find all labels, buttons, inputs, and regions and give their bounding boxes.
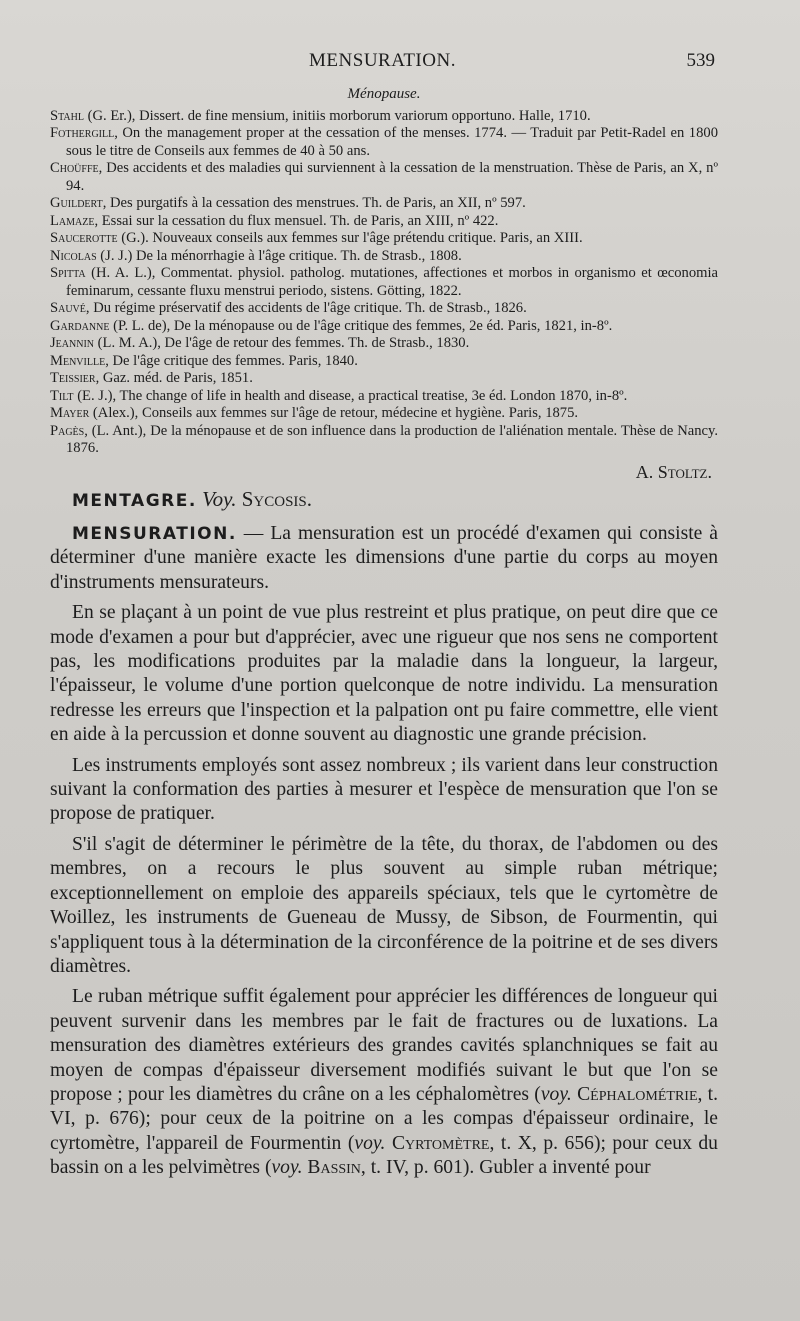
reference-entry xyxy=(50,108,718,126)
reference-entry xyxy=(50,160,718,195)
bibliography xyxy=(50,86,718,481)
reference-text: (L. M. A.), De l'âge de retour des femmes. Th. de Strasb., 1830. xyxy=(94,335,470,351)
paragraph-5 xyxy=(50,985,718,1180)
article-headword: MENSURATION. xyxy=(72,524,237,544)
reference-entry xyxy=(50,405,718,423)
reference-author: Spitta xyxy=(50,265,86,281)
voy-label: voy. xyxy=(271,1157,303,1179)
paragraph-1-text: — La mensuration est un procédé d'examen qui consiste à déterminer d'une manière exacte les dimensions d'une partie du corps au moyen d'instruments mensurateurs. xyxy=(50,523,718,593)
reference-text: (G.). Nouveaux conseils aux femmes sur l'âge prétendu critique. Paris, an XIII. xyxy=(117,230,583,246)
reference-entry xyxy=(50,213,718,231)
reference-author: Guildert xyxy=(50,195,103,211)
article-body xyxy=(50,522,718,1187)
paragraph-3: Les instruments employés sont assez nombreux ; ils varient dans leur construction suivant la conformation des parties à mesurer et l'espèce de mensuration que l'on se propose de pratiquer. xyxy=(50,754,718,825)
reference-author: Stahl xyxy=(50,107,84,124)
reference-author: Saucerotte xyxy=(50,230,118,246)
cross-reference-link[interactable]: Sycosis. xyxy=(241,487,313,511)
reference-author: Gardanne xyxy=(50,317,110,334)
reference-entry xyxy=(50,125,718,160)
reference-entry xyxy=(50,230,718,248)
reference-text: , Essai sur la cessation du flux mensuel. Th. de Paris, an XIII, nº 422. xyxy=(94,212,499,229)
cross-reference-link[interactable]: Cyrtomètre xyxy=(391,1132,490,1154)
reference-author: Choüffe xyxy=(50,160,99,176)
reference-list xyxy=(50,108,718,458)
paragraph-5-text: Le ruban métrique suffit également pour apprécier les différences de longueur qui peuvent survenir dans les membres par le fait de fractures ou de luxations. La mensuration des diamètres extérieurs des grandes cavités splanchniques se fait au moyen de compas d'épaisseur diversement modifiés suivant le but que l'on se propose ; pour les diamètres du crâne on a les céphalomètres ( xyxy=(50,986,718,1105)
reference-entry xyxy=(50,423,718,458)
reference-text: , (L. Ant.), De la ménopause et de son influence dans la production de l'aliénation mentale. Thèse de Nancy. 1876. xyxy=(66,422,718,456)
reference-location: , t. X, p. 656); pour ceux du bassin on a les pelvimètres ( xyxy=(50,1132,718,1179)
reference-text: , On the management proper at the cessation of the menses. 1774. — Traduit par Petit-Radel en 1800 sous le titre de Conseils aux femmes de 40 à 50 ans. xyxy=(66,125,718,159)
page-header xyxy=(50,50,715,76)
cross-reference-link[interactable]: Céphalométrie xyxy=(577,1083,698,1105)
cross-reference-link[interactable]: Bassin xyxy=(307,1157,361,1179)
reference-author: Lamaze xyxy=(50,212,95,229)
reference-entry xyxy=(50,265,718,300)
reference-author: Fothergill xyxy=(50,125,115,141)
reference-text: (E. J.), The change of life in health and disease, a practical treatise, 3e éd. London 1870, in-8º. xyxy=(73,387,628,404)
reference-text: (J. J.) De la ménorrhagie à l'âge critique. Th. de Strasb., 1808. xyxy=(96,247,462,264)
reference-text: , Des accidents et des maladies qui surviennent à la cessation de la menstruation. Thèse de Paris, an X, nº 94. xyxy=(66,160,718,194)
reference-author: Nicolas xyxy=(50,247,97,264)
paragraph-4: S'il s'agit de déterminer le périmètre de la tête, du thorax, de l'abdomen ou des membres, on a recours le plus souvent au simple ruban métrique; exceptionnellement on emploie des appareils spéciaux, tels que le cyrtomètre de Woillez, les instruments de Gueneau de Mussy, de Sibson, de Fourmentin, qui s'appliquent tous à la détermination de la circonférence de la poitrine et de ses divers diamètres. xyxy=(50,833,718,977)
reference-author: Pagès xyxy=(50,422,85,439)
reference-entry xyxy=(50,335,718,353)
reference-text: (P. L. de), De la ménopause ou de l'âge critique des femmes, 2e éd. Paris, 1821, in-8º. xyxy=(109,317,613,334)
reference-entry xyxy=(50,370,718,388)
bibliography-heading: Ménopause. xyxy=(347,86,421,102)
mentagre-headword: MENTAGRE. xyxy=(72,491,197,511)
reference-location: , t. VI, p. 676); pour ceux de la poitrine on a les compas d'épaisseur ordinaire, le cyrtomètre, l'appareil de Fourmentin ( xyxy=(50,1083,719,1154)
reference-location: , t. IV, p. 601). Gubler a inventé pour xyxy=(360,1157,651,1179)
reference-text: (Alex.), Conseils aux femmes sur l'âge de retour, médecine et hygiène. Paris, 1875. xyxy=(89,405,579,421)
reference-author: Teissier xyxy=(50,370,96,386)
reference-author: Sauvé xyxy=(50,300,86,316)
voy-label: Voy. xyxy=(202,487,237,511)
reference-text: , Du régime préservatif des accidents de l'âge critique. Th. de Strasb., 1826. xyxy=(85,300,527,316)
reference-text: (G. Er.), Dissert. de fine mensium, initiis morborum variorum opportuno. Halle, 1710. xyxy=(83,107,591,124)
paragraph-2: En se plaçant à un point de vue plus restreint et plus pratique, on peut dire que ce mode d'examen a pour but d'apprécier, avec une rigueur que nos sens ne comportent pas, les modifications produites par la maladie dans la longueur, la largeur, l'épaisseur, le volume d'une portion quelconque de notre individu. La mensuration redresse les erreurs que l'inspection et la palpation ont pu faire commettre, elle vient en aide à la percussion et donne souvent au diagnostic une grande précision. xyxy=(50,602,718,746)
reference-author: Mayer xyxy=(50,405,90,421)
reference-entry xyxy=(50,195,718,213)
signature-initial: A. xyxy=(635,461,658,482)
reference-author: Menville xyxy=(50,352,106,369)
reference-entry xyxy=(50,388,718,406)
page-number: 539 xyxy=(686,50,715,71)
voy-label: voy. xyxy=(354,1132,386,1154)
voy-label: voy. xyxy=(540,1083,572,1105)
author-signature xyxy=(50,461,712,482)
reference-entry xyxy=(50,318,718,336)
reference-author: Tilt xyxy=(50,387,74,404)
paragraph-1 xyxy=(50,522,718,595)
reference-text: (H. A. L.), Commentat. physiol. patholog. mutationes, affectiones et morbos in organismo et œconomia feminarum, cessante fluxu menstrui periodo, sistens. Götting, 1822. xyxy=(66,265,718,299)
reference-author: Jeannin xyxy=(50,335,95,351)
reference-text: , De l'âge critique des femmes. Paris, 1840. xyxy=(105,352,358,369)
reference-entry xyxy=(50,353,718,371)
reference-entry xyxy=(50,248,718,266)
reference-text: , Des purgatifs à la cessation des menstrues. Th. de Paris, an XII, nº 597. xyxy=(102,195,526,211)
mentagre-entry xyxy=(72,487,312,512)
signature-name: Stoltz. xyxy=(657,461,712,482)
running-title: MENSURATION. xyxy=(309,50,456,71)
reference-entry xyxy=(50,300,718,318)
reference-text: , Gaz. méd. de Paris, 1851. xyxy=(95,370,253,386)
